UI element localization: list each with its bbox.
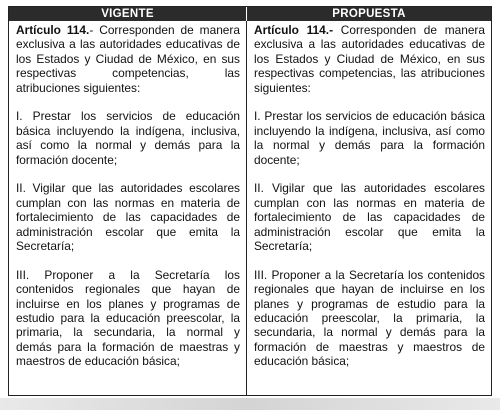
article-body: - Corresponden de manera exclusiva a las autoridades educativas de los Estados y Ciudad de México, en sus respectivas competencias, las atribuciones siguientes:	[16, 23, 240, 95]
item-3: III. Proponer a la Secretaría los contenidos regionales que hayan de incluirse en los planes y programas de estudio para la educación preescolar, la primaria, la secundaria, la normal y demás para la formación de maestras y maestros de educación básica;	[254, 267, 485, 369]
article-heading: Artículo 114.-	[254, 23, 334, 37]
item-1: I. Prestar los servicios de educación básica incluyendo la indígena, inclusiva, así como la normal y demás para la formación docente;	[16, 109, 240, 167]
article-paragraph	[16, 23, 240, 95]
article-body: Corresponden de manera exclusiva a las autoridades educativas de los Estados y Ciudad de México, en sus respectivas competencias, las atribuciones siguientes:	[254, 23, 486, 95]
header-vigente: VIGENTE	[9, 7, 247, 21]
item-2: II. Vigilar que las autoridades escolares cumplan con las normas en materia de fortalecimiento de las capacidades de administración escolar que emita la Secretaría;	[254, 181, 485, 254]
item-2: II. Vigilar que las autoridades escolares cumplan con las normas en materia de fortalecimiento de las capacidades de administración escolar que emita la Secretaría;	[16, 181, 240, 254]
header-propuesta: PROPUESTA	[247, 7, 491, 21]
article-paragraph	[254, 23, 485, 95]
column-vigente	[9, 21, 247, 395]
article-heading: Artículo 114.	[16, 23, 90, 37]
item-3: III. Proponer a la Secretaría los contenidos regionales que hayan de incluirse en los planes y programas de estudio para la educación preescolar, la primaria, la secundaria, la normal y demás para la formación de maestras y maestros de educación básica;	[16, 267, 240, 369]
page-bottom-shadow	[0, 398, 500, 410]
item-1: I. Prestar los servicios de educación básica incluyendo la indígena, inclusiva, así como la normal y demás para la formación docente;	[254, 109, 485, 167]
comparison-table	[8, 6, 492, 396]
column-propuesta	[247, 21, 491, 395]
